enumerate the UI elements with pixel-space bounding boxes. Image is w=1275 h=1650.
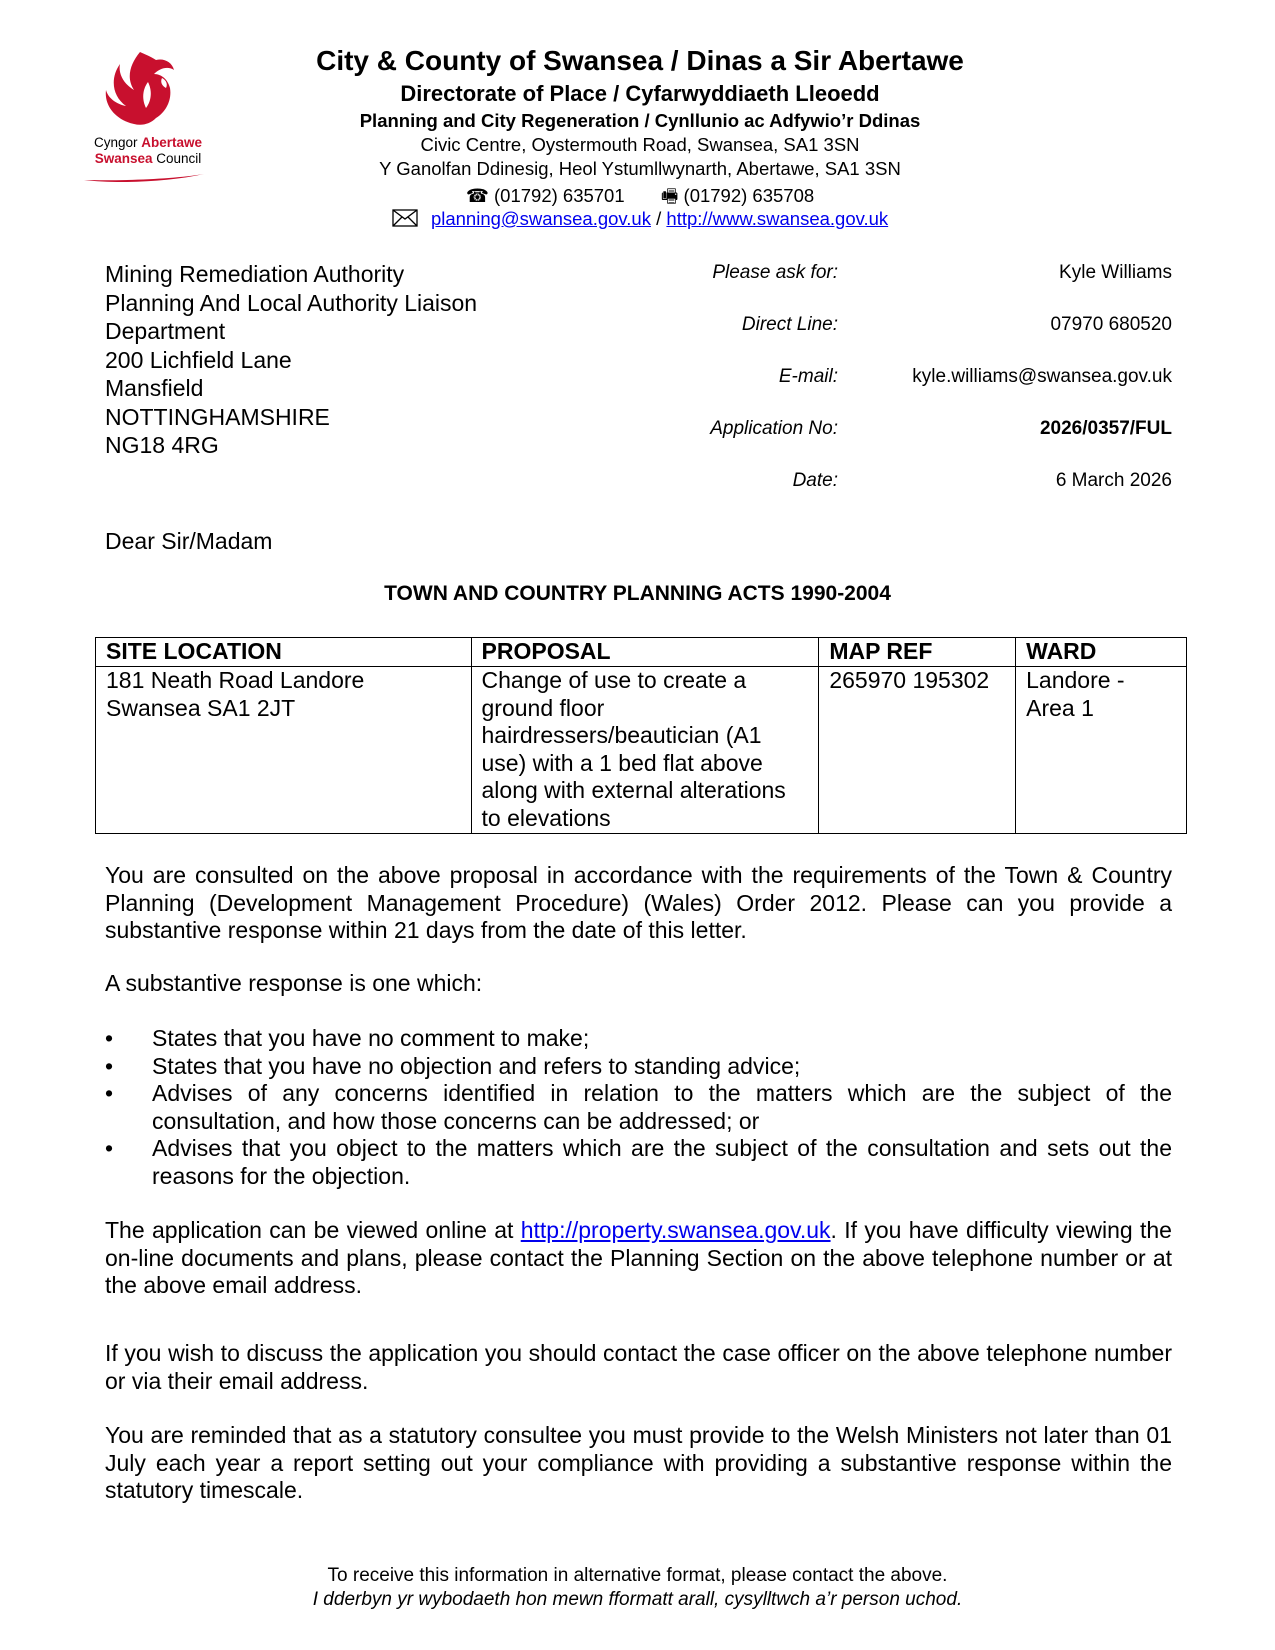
- address-english: Civic Centre, Oystermouth Road, Swansea, SA1 3SN: [420, 134, 860, 155]
- date-label: Date:: [792, 470, 838, 491]
- address-welsh: Y Ganolfan Ddinesig, Heol Ystumllwynarth, Abertawe, SA1 3SN: [379, 158, 901, 179]
- direct-line-value: 07970 680520: [1050, 314, 1172, 335]
- application-label: Application No:: [710, 418, 838, 439]
- email-web-line: [230, 208, 1050, 232]
- dragon-emblem-icon: [78, 44, 218, 144]
- substantive-intro: A substantive response is one which:: [105, 970, 483, 996]
- list-item: • Advises of any concerns identified in relation to the matters which are the subject of the consultation, and how those concerns can be addressed; or: [105, 1080, 1172, 1134]
- list-item: • States that you have no comment to make;: [105, 1025, 590, 1051]
- bullet-icon: •: [105, 1135, 114, 1161]
- list-item: • States that you have no objection and refers to standing advice;: [105, 1052, 801, 1079]
- reminder-paragraph: You are reminded that as a statutory consultee you must provide to the Welsh Ministers not later than 01 July each year a report setting out your compliance with providing a substantive response within the statutory timescale.: [105, 1422, 1172, 1503]
- column-header: SITE LOCATION: [96, 638, 472, 667]
- phone-number: (01792) 635701: [494, 185, 625, 206]
- footer-english: To receive this information in alternative format, please contact the above.: [327, 1565, 948, 1586]
- address-line: Planning And Local Authority Liaison: [105, 289, 478, 316]
- logo-text-cy: Cyngor Abertawe: [93, 135, 203, 150]
- date-value: 6 March 2026: [1055, 470, 1172, 491]
- council-logo: [78, 44, 218, 194]
- council-title: City & County of Swansea / Dinas a Sir Abertawe: [316, 45, 964, 76]
- online-viewing-paragraph: The application can be viewed online at http://property.swansea.gov.uk. If you have difficulty viewing the on-line documents and plans, please contact the Planning Section on the above telephone number or at the above email address.: [105, 1217, 1172, 1298]
- proposal-cell: Change of use to create a ground floor hairdressers/beautician (A1 use) with a 1 bed flat above along with external alterations to elevations: [471, 667, 819, 834]
- consultation-paragraph: You are consulted on the above proposal in accordance with the requirements of the Town & Country Planning (Development Management Procedure) (Wales) Order 2012. Please can you provide a substantive response within 21 days from the date of this letter.: [105, 862, 1172, 943]
- logo-swoosh-icon: [78, 170, 218, 184]
- recipient-address: [105, 260, 477, 460]
- application-number: 2026/0357/FUL: [1039, 418, 1172, 439]
- column-header: MAP REF: [819, 638, 1016, 667]
- direct-line-label: Direct Line:: [741, 314, 838, 335]
- email-value: kyle.williams@swansea.gov.uk: [912, 366, 1172, 387]
- ask-for-label: Please ask for:: [712, 262, 838, 283]
- link-separator: /: [656, 208, 662, 229]
- discuss-paragraph: If you wish to discuss the application you should contact the case officer on the above telephone number or via their email address.: [105, 1340, 1172, 1394]
- council-website-link[interactable]: http://www.swansea.gov.uk: [666, 208, 889, 229]
- table-row: [96, 667, 1187, 834]
- address-line: 200 Lichfield Lane: [105, 346, 292, 373]
- address-line: Mansfield: [105, 375, 204, 401]
- phone-icon: ☎: [465, 185, 489, 206]
- substantive-criteria-list: [105, 1025, 1172, 1190]
- column-header: PROPOSAL: [471, 638, 819, 667]
- address-line: NOTTINGHAMSHIRE: [105, 403, 330, 430]
- map-ref-cell: 265970 195302: [819, 667, 1016, 834]
- fax-number: (01792) 635708: [683, 185, 815, 206]
- address-line: Mining Remediation Authority: [105, 261, 405, 287]
- table-header-row: [96, 638, 1187, 667]
- bullet-icon: •: [105, 1025, 114, 1051]
- column-header: WARD: [1016, 638, 1187, 667]
- ask-for-value: Kyle Williams: [1059, 262, 1172, 283]
- bullet-icon: •: [105, 1052, 114, 1079]
- greeting: Dear Sir/Madam: [105, 528, 273, 554]
- acts-heading: TOWN AND COUNTRY PLANNING ACTS 1990-2004: [384, 582, 891, 605]
- department-title: Planning and City Regeneration / Cynllunio ac Adfywio’r Ddinas: [359, 110, 921, 131]
- fax-icon: 🖷: [660, 185, 679, 206]
- site-details-table: [95, 637, 1187, 834]
- bullet-icon: •: [105, 1080, 114, 1106]
- directorate-title: Directorate of Place / Cyfarwyddiaeth Lleoedd: [400, 81, 880, 106]
- footer-welsh: I dderbyn yr wybodaeth hon mewn fformatt arall, cysylltwch a’r person uchod.: [312, 1589, 963, 1610]
- address-line: NG18 4RG: [105, 432, 219, 458]
- email-label: E-mail:: [778, 366, 838, 387]
- list-item: • Advises that you object to the matters which are the subject of the consultation and sets out the reasons for the objection.: [105, 1135, 1172, 1189]
- planning-email-link[interactable]: planning@swansea.gov.uk: [430, 208, 651, 229]
- ward-cell: Landore - Area 1: [1016, 667, 1187, 834]
- property-portal-link[interactable]: http://property.swansea.gov.uk: [520, 1217, 831, 1243]
- site-location-cell: 181 Neath Road Landore Swansea SA1 2JT: [96, 667, 472, 834]
- address-line: Department: [105, 318, 226, 344]
- logo-text-en: Swansea Council: [94, 151, 202, 166]
- envelope-icon: [392, 209, 418, 232]
